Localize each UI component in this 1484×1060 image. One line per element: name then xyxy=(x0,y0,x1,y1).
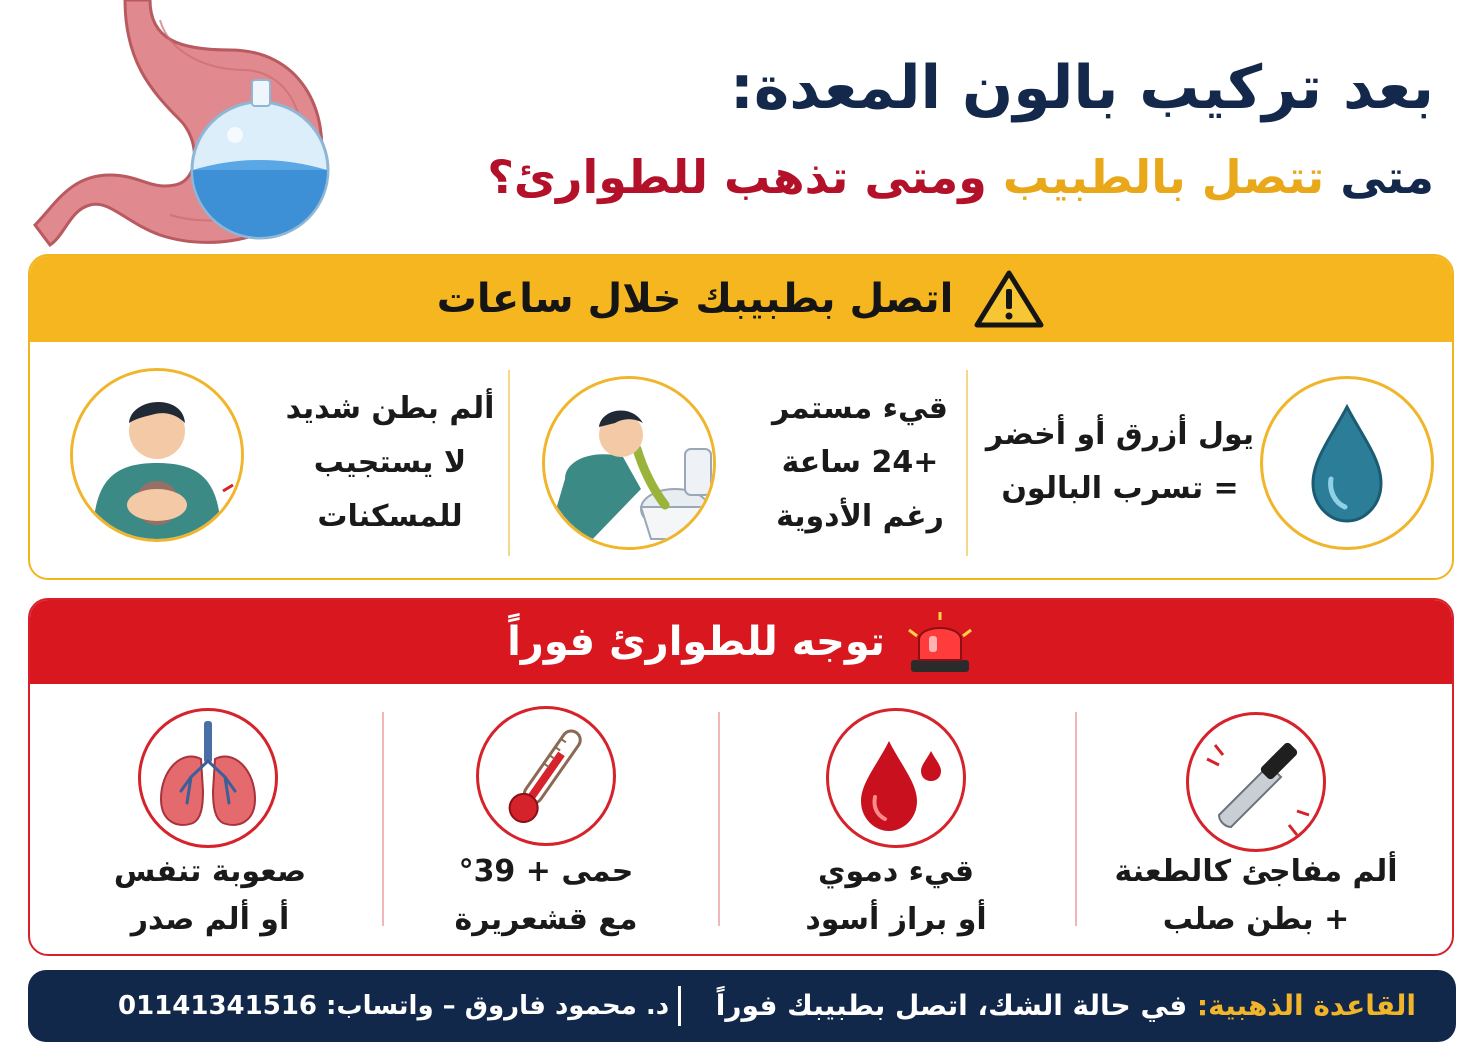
footer-separator xyxy=(678,986,681,1026)
item-line: لا يستجيب xyxy=(313,445,467,480)
knife-icon xyxy=(1186,712,1326,852)
call-doctor-heading: اتصل بطبيبك خلال ساعات xyxy=(436,276,954,322)
item-line: للمسكنات xyxy=(317,499,463,534)
item-line: أو ألم صدر xyxy=(130,902,290,937)
item-line: أو براز أسود xyxy=(805,902,987,937)
lungs-icon xyxy=(138,708,278,848)
item-line: +24 ساعة xyxy=(781,445,939,480)
call-doctor-section xyxy=(28,254,1454,580)
item-line: قيء مستمر xyxy=(772,391,948,426)
golden-rule-text: في حالة الشك، اتصل بطبيبك فوراً xyxy=(715,989,1188,1022)
subtitle-emergency: ومتى تذهب للطوارئ؟ xyxy=(487,150,987,204)
thermometer-icon xyxy=(476,706,616,846)
item-line: ألم بطن شديد xyxy=(285,391,495,426)
divider xyxy=(1075,712,1077,926)
item-line: = تسرب البالون xyxy=(1001,471,1239,506)
subtitle-when: متى xyxy=(1340,150,1434,204)
page-subtitle xyxy=(434,142,1434,212)
abdominal-pain-person-icon xyxy=(70,368,244,542)
golden-rule-label: القاعدة الذهبية: xyxy=(1196,989,1416,1022)
golden-rule xyxy=(716,970,1416,1042)
emergency-section xyxy=(28,598,1454,956)
vomiting-person-icon xyxy=(542,376,716,550)
emergency-heading: توجه للطوارئ فوراً xyxy=(507,619,885,665)
divider xyxy=(718,712,720,926)
item-line: قيء دموي xyxy=(817,854,975,889)
item-line: رغم الأدوية xyxy=(776,499,944,534)
blood-drop-icon xyxy=(826,708,966,848)
footer-bar xyxy=(28,970,1456,1042)
call-doctor-header xyxy=(30,256,1452,342)
item-line: حمى + 39° xyxy=(458,854,634,889)
water-drop-icon xyxy=(1260,376,1434,550)
item-line: ألم مفاجئ كالطعنة xyxy=(1114,854,1398,889)
stomach-with-balloon-icon xyxy=(30,0,330,250)
item-line: مع قشعريرة xyxy=(454,902,638,937)
subtitle-call-doctor: تتصل بالطبيب xyxy=(1002,150,1325,204)
page-title: بعد تركيب بالون المعدة: xyxy=(729,53,1434,123)
item-line: + بطن صلب xyxy=(1162,902,1350,937)
item-line: يول أزرق أو أخضر xyxy=(985,417,1255,452)
emergency-header xyxy=(30,600,1452,684)
siren-icon xyxy=(905,610,975,674)
warning-triangle-icon xyxy=(973,269,1045,329)
doctor-contact: د. محمود فاروق – واتساب: 01141341516 xyxy=(118,991,670,1021)
item-line: صعوبة تنفس xyxy=(113,854,307,889)
divider xyxy=(382,712,384,926)
